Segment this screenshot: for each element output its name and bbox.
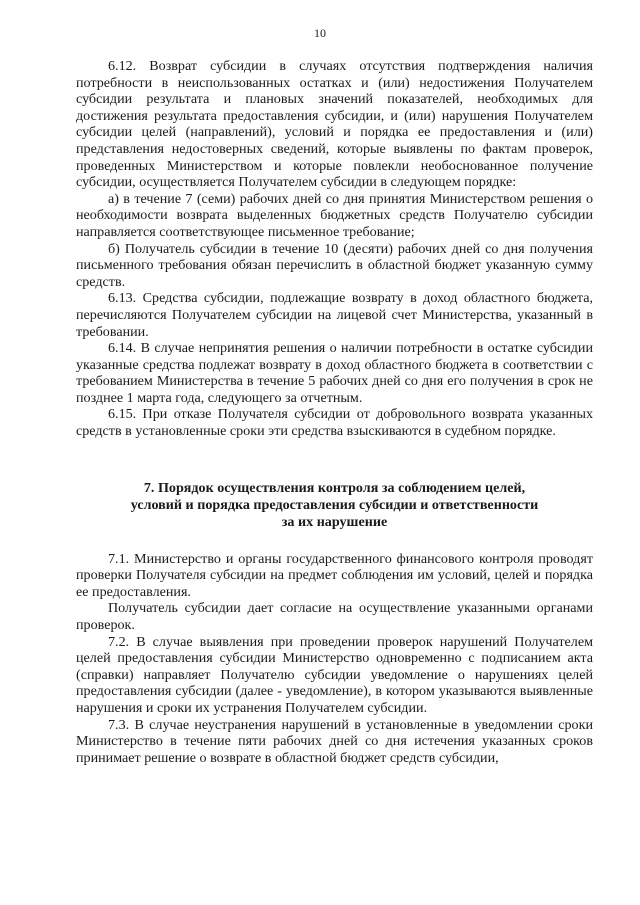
paragraph-6-14: 6.14. В случае непринятия решения о наличии потребности в остатке субсидии указанные средства подлежат возврату в доход областного бюджета в соответствии с требованием Министерства в течение 5 рабочих дней со дня его получения в срок не позднее 1 марта года, следующего за отчетным.: [76, 340, 593, 406]
paragraph-7-1-consent: Получатель субсидии дает согласие на осуществление указанными органами проверок.: [76, 600, 593, 634]
paragraph-6-12-a: а) в течение 7 (семи) рабочих дней со дня принятия Министерством решения о необходимости возврата выделенных бюджетных средств Получателю субсидии направляется соответствующее письменное требование;: [76, 190, 593, 240]
section-heading-line: 7. Порядок осуществления контроля за соблюдением целей,: [143, 479, 526, 496]
document-body: [76, 58, 593, 766]
paragraph-6-13: 6.13. Средства субсидии, подлежащие возврату в доход областного бюджета, перечисляются Получателем субсидии на лицевой счет Министерства, указанный в требовании.: [76, 290, 593, 340]
paragraph-6-12-b: б) Получатель субсидии в течение 10 (десяти) рабочих дней со дня получения письменного требования обязан перечислить в областной бюджет указанную сумму средств.: [76, 240, 593, 290]
paragraph-6-12: 6.12. Возврат субсидии в случаях отсутствия подтверждения наличия потребности в неиспользованных остатках и (или) недостижения Получателем субсидии результата и плановых значений показателей, необходимых для достижения результата предоставления субсидии, и (или) нарушения Получателем субсидии целей (направлений), условий и порядка ее предоставления и (или) представления недостоверных сведений, которые выявлены по фактам проверок, проведенных Министерством и которые повлекли необоснованное получение субсидии, осуществляется Получателем субсидии в следующем порядке:: [76, 58, 593, 191]
section-heading-line: условий и порядка предоставления субсидии и ответственности: [130, 496, 539, 513]
paragraph-7-2: 7.2. В случае выявления при проведении проверок нарушений Получателем целей предоставления субсидии Министерство одновременно с подписанием акта (справки) направляет Получателю субсидии уведомление о нарушениях целей предоставления субсидии (далее - уведомление), в котором указываются выявленные нарушения и сроки их устранения Получателем субсидии.: [76, 633, 593, 716]
section-7-heading: [76, 480, 593, 531]
paragraph-7-3: 7.3. В случае неустранения нарушений в установленные в уведомлении сроки Министерство в течение пяти рабочих дней со дня истечения указанных сроков принимает решение о возврате в областной бюджет средств субсидии,: [76, 716, 593, 766]
paragraph-6-15: 6.15. При отказе Получателя субсидии от добровольного возврата указанных средств в установленные сроки эти средства взыскиваются в судебном порядке.: [76, 406, 593, 440]
page-number: 10: [314, 26, 326, 40]
section-heading-line: за их нарушение: [281, 513, 388, 530]
paragraph-7-1: 7.1. Министерство и органы государственного финансового контроля проводят проверки Получателя субсидии на предмет соблюдения им условий, целей и порядка ее предоставления.: [76, 550, 593, 600]
